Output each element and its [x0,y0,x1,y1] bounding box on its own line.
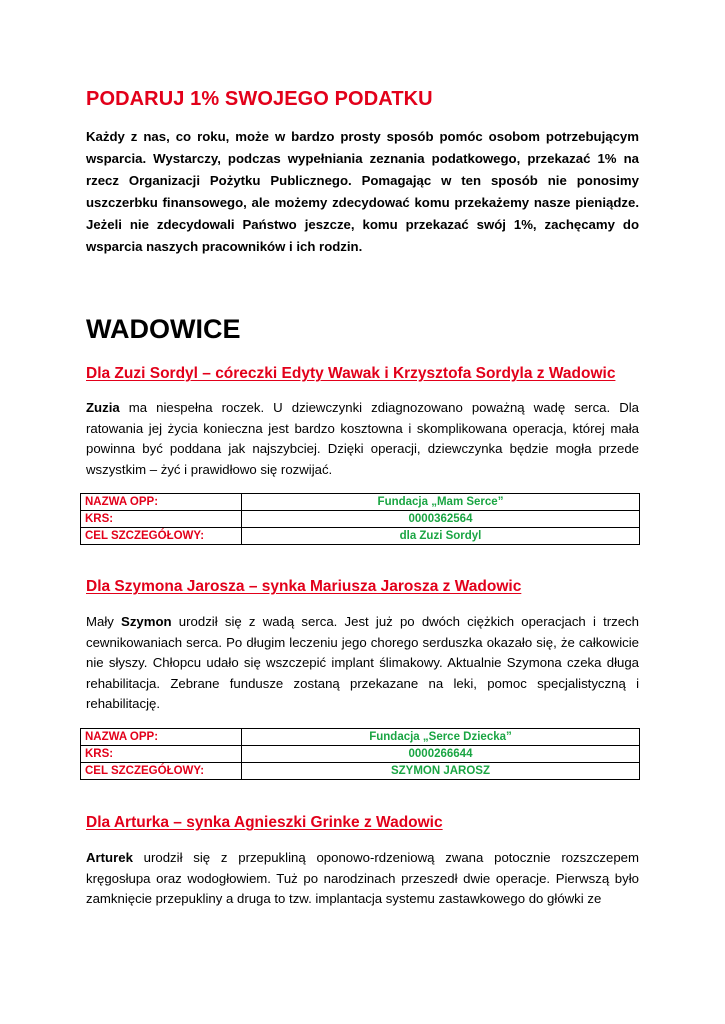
section-description: ma niespełna roczek. U dziewczynki zdiagnozowano poważną wadę serca. Dla ratowania jej życia konieczna jest bardzo kosztowna i skomplikowana operacja, której mała powinna być poddana jak najszybciej. Dzięki operacji, dziewczynka będzie mogła przede wszystkim – żyć i prawidłowo się rozwijać. [86,400,639,477]
opp-table-szymon [80,728,640,780]
table-value: 0000266644 [242,746,640,763]
section-description: urodził się z przepukliną oponowo-rdzeniową zwana potocznie rozszczepem kręgosłupa oraz wodogłowiem. Tuż po narodzinach przeszedł dwie operacje. Pierwszą było zamknięcie przepukliny a druga to tzw. implantacja systemu zastawkowego do główki ze [86,850,639,906]
section-title-zuzia: Dla Zuzi Sordyl – córeczki Edyty Wawak i Krzysztofa Sordyla z Wadowic [86,365,616,382]
table-label: CEL SZCZEGÓŁOWY: [81,528,242,545]
section-description: urodził się z wadą serca. Jest już po dwóch ciężkich operacjach i trzech cewnikowaniach serca. Po długim leczeniu jego chorego serduszka okazało się, że całkowicie nie słyszy. Chłopcu udało się wszczepić implant ślimakowy. Aktualnie Szymona czeka długa rehabilitacja. Zebrane fundusze zostaną przekazane na leki, pomoc specjalistyczną i rehabilitację. [86,614,639,711]
table-row [81,746,640,763]
table-row [81,494,640,511]
child-name: Arturek [86,850,133,865]
table-value: 0000362564 [242,511,640,528]
section-prefix: Mały [86,614,122,629]
city-heading: WADOWICE [86,314,241,344]
table-value: Fundacja „Mam Serce” [242,494,640,511]
table-row [81,528,640,545]
child-name: Szymon [121,614,172,629]
table-label: CEL SZCZEGÓŁOWY: [81,763,242,780]
table-label: KRS: [81,746,242,763]
table-row [81,511,640,528]
table-value: dla Zuzi Sordyl [242,528,640,545]
opp-table-zuzia [80,493,640,545]
child-name: Zuzia [86,400,120,415]
page-title: PODARUJ 1% SWOJEGO PODATKU [86,88,433,110]
table-row [81,763,640,780]
table-label: NAZWA OPP: [81,729,242,746]
section-text-zuzia [86,398,639,480]
table-value: Fundacja „Serce Dziecka” [242,729,640,746]
table-value: SZYMON JAROSZ [242,763,640,780]
section-title-arturek: Dla Arturka – synka Agnieszki Grinke z Wadowic [86,814,443,831]
table-row [81,729,640,746]
section-title-szymon: Dla Szymona Jarosza – synka Mariusza Jarosza z Wadowic [86,578,522,595]
table-label: NAZWA OPP: [81,494,242,511]
section-text-arturek [86,848,639,910]
intro-paragraph: Każdy z nas, co roku, może w bardzo prosty sposób pomóc osobom potrzebującym wsparcia. Wystarczy, podczas wypełniania zeznania podatkowego, przekazać 1% na rzecz Organizacji Pożytku Publicznego. Pomagając w ten sposób nie ponosimy uszczerbku finansowego, ale możemy zdecydować komu przekażemy nasze pieniądze. Jeżeli nie zdecydowali Państwo jeszcze, komu przekazać swój 1%, zachęcamy do wsparcia naszych pracowników i ich rodzin. [86,129,639,254]
table-label: KRS: [81,511,242,528]
section-text-szymon [86,612,639,715]
